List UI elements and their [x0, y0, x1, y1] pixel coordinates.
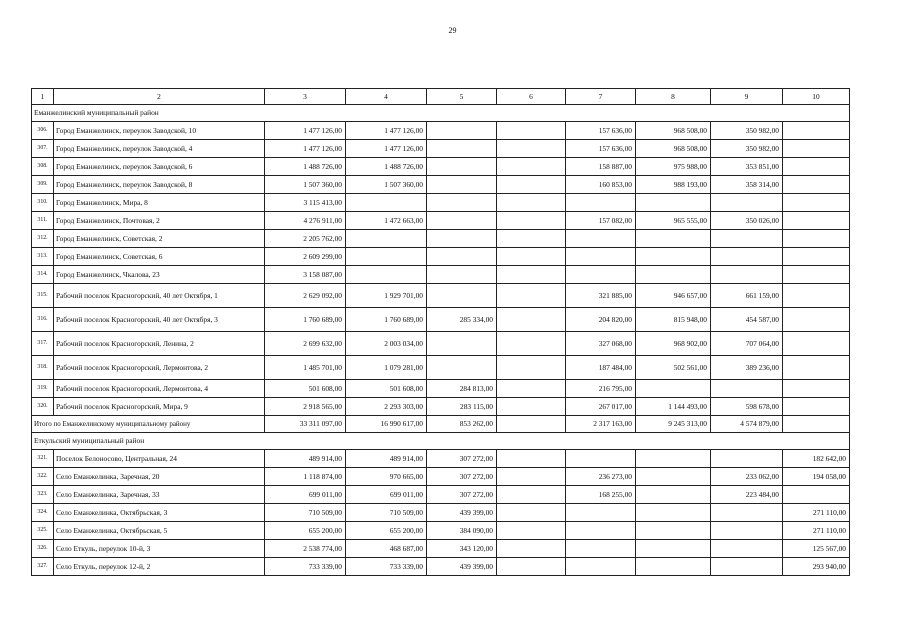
amount-cell [497, 398, 566, 416]
amount-cell: 2 003 034,00 [346, 332, 427, 356]
total-amount-cell: 2 317 163,00 [566, 416, 636, 433]
amount-cell: 1 144 493,00 [636, 398, 711, 416]
column-header: 9 [711, 89, 783, 105]
amount-cell: 125 567,00 [783, 540, 850, 558]
table-row [32, 284, 850, 308]
amount-cell [636, 486, 711, 504]
amount-cell: 182 642,00 [783, 450, 850, 468]
amount-cell [711, 522, 783, 540]
amount-cell [427, 140, 497, 158]
amount-cell [566, 194, 636, 212]
row-number: 322. [32, 468, 54, 486]
address-cell: Село Еманжелинка, Октябрьская, 5 [54, 522, 265, 540]
row-number: 315. [32, 284, 54, 308]
amount-cell: 157 636,00 [566, 140, 636, 158]
amount-cell: 327 068,00 [566, 332, 636, 356]
amount-cell [783, 284, 850, 308]
table-row [32, 504, 850, 522]
amount-cell [427, 284, 497, 308]
amount-cell [711, 266, 783, 284]
table-row [32, 140, 850, 158]
amount-cell: 1 477 126,00 [265, 122, 346, 140]
amount-cell: 489 914,00 [265, 450, 346, 468]
address-cell: Город Еманжелинск, переулок Заводской, 6 [54, 158, 265, 176]
amount-cell: 1 118 874,00 [265, 468, 346, 486]
column-header: 7 [566, 89, 636, 105]
amount-cell [497, 380, 566, 398]
row-number: 324. [32, 504, 54, 522]
amount-cell: 157 082,00 [566, 212, 636, 230]
amount-cell [783, 266, 850, 284]
amount-cell [497, 230, 566, 248]
amount-cell [427, 158, 497, 176]
amount-cell: 2 629 092,00 [265, 284, 346, 308]
amount-cell [497, 176, 566, 194]
amount-cell [566, 558, 636, 576]
table-row [32, 122, 850, 140]
amount-cell: 350 982,00 [711, 122, 783, 140]
amount-cell: 267 017,00 [566, 398, 636, 416]
column-header: 2 [54, 89, 265, 105]
address-cell: Рабочий поселок Красногорский, 40 лет Октября, 1 [54, 284, 265, 308]
amount-cell [566, 522, 636, 540]
column-header: 6 [497, 89, 566, 105]
row-number: 323. [32, 486, 54, 504]
amount-cell: 187 484,00 [566, 356, 636, 380]
row-number: 321. [32, 450, 54, 468]
amount-cell [636, 522, 711, 540]
amount-cell: 1 488 726,00 [265, 158, 346, 176]
amount-cell: 2 538 774,00 [265, 540, 346, 558]
amount-cell: 502 561,00 [636, 356, 711, 380]
amount-cell [711, 230, 783, 248]
amount-cell [566, 248, 636, 266]
amount-cell: 271 110,00 [783, 504, 850, 522]
amount-cell: 3 115 413,00 [265, 194, 346, 212]
amount-cell [497, 332, 566, 356]
amount-cell [636, 380, 711, 398]
address-cell: Село Еманжелинка, Октябрьская, 3 [54, 504, 265, 522]
row-number: 320. [32, 398, 54, 416]
total-amount-cell [497, 416, 566, 433]
amount-cell [783, 398, 850, 416]
amount-cell: 733 339,00 [265, 558, 346, 576]
address-cell: Рабочий поселок Красногорский, Лермонтова, 2 [54, 356, 265, 380]
amount-cell: 204 820,00 [566, 308, 636, 332]
table-row [32, 266, 850, 284]
address-cell: Село Еткуль, переулок 10-й, 3 [54, 540, 265, 558]
amount-cell [711, 194, 783, 212]
amount-cell: 350 026,00 [711, 212, 783, 230]
amount-cell [427, 332, 497, 356]
amount-cell [636, 504, 711, 522]
amount-cell [497, 558, 566, 576]
amount-cell: 168 255,00 [566, 486, 636, 504]
address-cell: Село Еманжелинка, Заречная, 33 [54, 486, 265, 504]
amount-cell: 968 902,00 [636, 332, 711, 356]
amount-cell: 501 608,00 [265, 380, 346, 398]
row-number: 317. [32, 332, 54, 356]
column-header: 1 [32, 89, 54, 105]
row-number: 310. [32, 194, 54, 212]
total-amount-cell: 33 311 097,00 [265, 416, 346, 433]
amount-cell: 1 485 701,00 [265, 356, 346, 380]
amount-cell [497, 486, 566, 504]
amount-cell: 2 205 762,00 [265, 230, 346, 248]
amount-cell: 699 011,00 [346, 486, 427, 504]
amount-cell: 350 982,00 [711, 140, 783, 158]
address-cell: Поселок Белоносово, Центральная, 24 [54, 450, 265, 468]
total-amount-cell: 4 574 879,00 [711, 416, 783, 433]
amount-cell: 1 079 281,00 [346, 356, 427, 380]
amount-cell: 358 314,00 [711, 176, 783, 194]
amount-cell: 965 555,00 [636, 212, 711, 230]
amount-cell [497, 248, 566, 266]
amount-cell [427, 212, 497, 230]
amount-cell [566, 230, 636, 248]
amount-cell [711, 248, 783, 266]
row-number: 311. [32, 212, 54, 230]
amount-cell: 2 293 303,00 [346, 398, 427, 416]
row-number: 319. [32, 380, 54, 398]
amount-cell [427, 248, 497, 266]
amount-cell [636, 558, 711, 576]
amount-cell [497, 308, 566, 332]
amount-cell [497, 450, 566, 468]
table-row [32, 332, 850, 356]
amount-cell: 968 508,00 [636, 140, 711, 158]
amount-cell: 1 488 726,00 [346, 158, 427, 176]
amount-cell: 1 507 360,00 [265, 176, 346, 194]
amount-cell: 454 587,00 [711, 308, 783, 332]
amount-cell: 710 509,00 [346, 504, 427, 522]
address-cell: Город Еманжелинск, Советская, 6 [54, 248, 265, 266]
table-row [32, 522, 850, 540]
amount-cell [427, 122, 497, 140]
section-header-row [32, 105, 850, 122]
table-row [32, 212, 850, 230]
amount-cell: 293 940,00 [783, 558, 850, 576]
table-row [32, 486, 850, 504]
amount-cell: 3 158 087,00 [265, 266, 346, 284]
total-amount-cell: 16 990 617,00 [346, 416, 427, 433]
amount-cell: 157 636,00 [566, 122, 636, 140]
amount-cell [566, 504, 636, 522]
total-amount-cell: 9 245 313,00 [636, 416, 711, 433]
row-number: 307. [32, 140, 54, 158]
row-number: 309. [32, 176, 54, 194]
address-cell: Город Еманжелинск, переулок Заводской, 4 [54, 140, 265, 158]
total-amount-cell [783, 416, 850, 433]
amount-cell: 975 988,00 [636, 158, 711, 176]
amount-cell [566, 266, 636, 284]
amount-cell: 283 115,00 [427, 398, 497, 416]
amount-cell: 307 272,00 [427, 486, 497, 504]
amount-cell [783, 356, 850, 380]
amount-cell [711, 380, 783, 398]
page-number: 29 [448, 26, 457, 35]
address-cell: Город Еманжелинск, Почтовая, 2 [54, 212, 265, 230]
amount-cell [427, 176, 497, 194]
total-label: Итого по Еманжелинскому муниципальному району [32, 416, 265, 433]
amount-cell: 4 276 911,00 [265, 212, 346, 230]
amount-cell: 439 399,00 [427, 558, 497, 576]
amount-cell: 307 272,00 [427, 450, 497, 468]
amount-cell: 1 760 689,00 [346, 308, 427, 332]
amount-cell [566, 450, 636, 468]
amount-cell: 2 918 565,00 [265, 398, 346, 416]
amount-cell: 384 090,00 [427, 522, 497, 540]
row-number: 314. [32, 266, 54, 284]
table-row [32, 230, 850, 248]
table-row [32, 248, 850, 266]
amount-cell: 321 885,00 [566, 284, 636, 308]
amount-cell: 598 678,00 [711, 398, 783, 416]
amount-cell: 389 236,00 [711, 356, 783, 380]
amount-cell [711, 450, 783, 468]
address-cell: Рабочий поселок Красногорский, Мира, 9 [54, 398, 265, 416]
address-cell: Город Еманжелинск, Чкалова, 23 [54, 266, 265, 284]
section-header-row [32, 433, 850, 450]
table-row [32, 308, 850, 332]
amount-cell [711, 558, 783, 576]
amount-cell: 194 058,00 [783, 468, 850, 486]
amount-cell [783, 158, 850, 176]
amount-cell: 216 795,00 [566, 380, 636, 398]
amount-cell: 968 508,00 [636, 122, 711, 140]
table-row [32, 468, 850, 486]
amount-cell: 160 853,00 [566, 176, 636, 194]
amount-cell [783, 486, 850, 504]
amount-cell: 439 399,00 [427, 504, 497, 522]
amount-cell: 285 334,00 [427, 308, 497, 332]
table-row [32, 194, 850, 212]
amount-cell [783, 230, 850, 248]
amount-cell [497, 284, 566, 308]
amount-cell [783, 380, 850, 398]
address-cell: Город Еманжелинск, переулок Заводской, 10 [54, 122, 265, 140]
address-cell: Рабочий поселок Красногорский, 40 лет Октября, 3 [54, 308, 265, 332]
amount-cell: 489 914,00 [346, 450, 427, 468]
amount-cell [711, 504, 783, 522]
amount-cell [346, 266, 427, 284]
amount-cell [427, 266, 497, 284]
address-cell: Село Еманжелинка, Заречная, 20 [54, 468, 265, 486]
amount-cell: 733 339,00 [346, 558, 427, 576]
amount-cell: 707 064,00 [711, 332, 783, 356]
column-header: 3 [265, 89, 346, 105]
amount-cell: 236 273,00 [566, 468, 636, 486]
amount-cell [783, 308, 850, 332]
column-number-header-row [32, 89, 850, 105]
amount-cell: 1 929 701,00 [346, 284, 427, 308]
row-number: 313. [32, 248, 54, 266]
amount-cell [636, 468, 711, 486]
row-number: 318. [32, 356, 54, 380]
row-number: 327. [32, 558, 54, 576]
amount-cell: 1 507 360,00 [346, 176, 427, 194]
row-number: 326. [32, 540, 54, 558]
amount-cell [497, 158, 566, 176]
data-table [31, 88, 850, 576]
amount-cell: 158 887,00 [566, 158, 636, 176]
amount-cell [636, 230, 711, 248]
column-header: 4 [346, 89, 427, 105]
row-number: 312. [32, 230, 54, 248]
amount-cell [783, 248, 850, 266]
amount-cell [346, 248, 427, 266]
amount-cell [711, 540, 783, 558]
total-amount-cell: 853 262,00 [427, 416, 497, 433]
amount-cell: 1 472 663,00 [346, 212, 427, 230]
amount-cell: 1 477 126,00 [346, 122, 427, 140]
amount-cell [636, 248, 711, 266]
amount-cell [497, 504, 566, 522]
amount-cell: 661 159,00 [711, 284, 783, 308]
amount-cell [346, 230, 427, 248]
amount-cell [783, 176, 850, 194]
table-row [32, 176, 850, 194]
amount-cell: 1 477 126,00 [346, 140, 427, 158]
table-row [32, 450, 850, 468]
column-header: 5 [427, 89, 497, 105]
row-number: 306. [32, 122, 54, 140]
amount-cell [497, 266, 566, 284]
section-title: Еткульский муниципальный район [32, 433, 850, 450]
amount-cell [636, 194, 711, 212]
amount-cell [497, 540, 566, 558]
amount-cell: 353 851,00 [711, 158, 783, 176]
amount-cell: 970 665,00 [346, 468, 427, 486]
amount-cell [636, 540, 711, 558]
total-row [32, 416, 850, 433]
amount-cell: 271 110,00 [783, 522, 850, 540]
amount-cell: 655 200,00 [346, 522, 427, 540]
amount-cell: 343 120,00 [427, 540, 497, 558]
table-body [32, 89, 850, 576]
section-title: Еманжелинский муниципальный район [32, 105, 850, 122]
address-cell: Село Еткуль, переулок 12-й, 2 [54, 558, 265, 576]
column-header: 8 [636, 89, 711, 105]
table-row [32, 540, 850, 558]
amount-cell [427, 194, 497, 212]
amount-cell: 501 608,00 [346, 380, 427, 398]
address-cell: Город Еманжелинск, Мира, 8 [54, 194, 265, 212]
table-row [32, 380, 850, 398]
amount-cell: 655 200,00 [265, 522, 346, 540]
amount-cell: 233 062,00 [711, 468, 783, 486]
address-cell: Город Еманжелинск, переулок Заводской, 8 [54, 176, 265, 194]
row-number: 316. [32, 308, 54, 332]
amount-cell: 946 657,00 [636, 284, 711, 308]
table-row [32, 558, 850, 576]
amount-cell [783, 122, 850, 140]
amount-cell: 223 484,00 [711, 486, 783, 504]
amount-cell [566, 540, 636, 558]
amount-cell [636, 450, 711, 468]
amount-cell [783, 332, 850, 356]
table-row [32, 158, 850, 176]
amount-cell: 699 011,00 [265, 486, 346, 504]
amount-cell: 988 193,00 [636, 176, 711, 194]
amount-cell: 2 699 632,00 [265, 332, 346, 356]
column-header: 10 [783, 89, 850, 105]
amount-cell: 1 477 126,00 [265, 140, 346, 158]
table-row [32, 356, 850, 380]
table-row [32, 398, 850, 416]
amount-cell [497, 468, 566, 486]
amount-cell: 1 760 689,00 [265, 308, 346, 332]
amount-cell [497, 522, 566, 540]
amount-cell: 307 272,00 [427, 468, 497, 486]
amount-cell [497, 140, 566, 158]
amount-cell [427, 356, 497, 380]
amount-cell: 284 813,00 [427, 380, 497, 398]
amount-cell [346, 194, 427, 212]
amount-cell [497, 122, 566, 140]
amount-cell [497, 194, 566, 212]
amount-cell [497, 212, 566, 230]
amount-cell: 468 687,00 [346, 540, 427, 558]
row-number: 308. [32, 158, 54, 176]
amount-cell: 710 509,00 [265, 504, 346, 522]
row-number: 325. [32, 522, 54, 540]
amount-cell: 2 609 299,00 [265, 248, 346, 266]
amount-cell: 815 948,00 [636, 308, 711, 332]
address-cell: Рабочий поселок Красногорский, Лермонтова, 4 [54, 380, 265, 398]
amount-cell [497, 356, 566, 380]
amount-cell [636, 266, 711, 284]
amount-cell [783, 140, 850, 158]
amount-cell [783, 212, 850, 230]
amount-cell [783, 194, 850, 212]
address-cell: Город Еманжелинск, Советская, 2 [54, 230, 265, 248]
amount-cell [427, 230, 497, 248]
address-cell: Рабочий поселок Красногорский, Ленина, 2 [54, 332, 265, 356]
